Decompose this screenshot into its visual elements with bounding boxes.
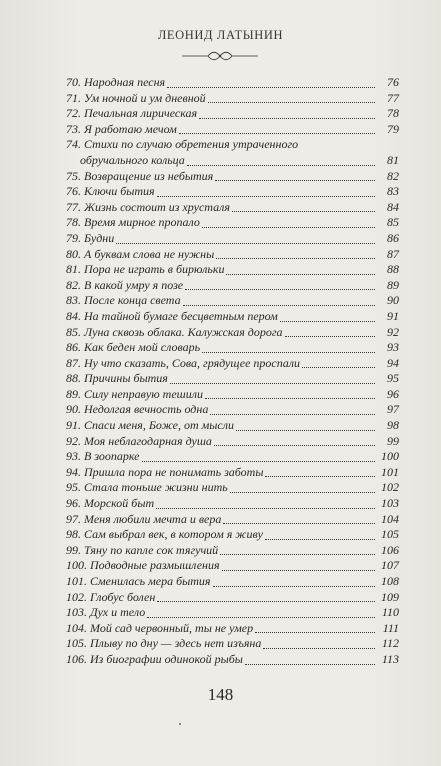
toc-entry-page: 92 xyxy=(387,324,399,339)
dot-leader xyxy=(183,305,375,306)
toc-entry-page: 111 xyxy=(382,620,399,635)
toc-entry xyxy=(66,574,399,590)
toc-entry-page: 95 xyxy=(387,371,399,386)
dot-leader xyxy=(202,227,375,228)
dot-leader xyxy=(185,289,375,290)
dot-leader xyxy=(213,586,376,587)
table-of-contents xyxy=(66,75,399,668)
toc-entry-page: 106 xyxy=(381,542,399,557)
toc-entry xyxy=(66,621,399,637)
toc-entry xyxy=(66,247,399,263)
toc-entry xyxy=(66,527,399,543)
dot-leader xyxy=(222,570,375,571)
dot-leader xyxy=(214,445,375,446)
toc-entry xyxy=(66,590,399,606)
toc-entry-title: 78. Время мирное пропало xyxy=(66,215,200,230)
toc-entry xyxy=(66,106,399,122)
toc-entry-page: 113 xyxy=(381,651,399,666)
toc-entry xyxy=(66,278,399,294)
dot-leader xyxy=(167,87,375,88)
dot-leader xyxy=(179,133,375,134)
toc-entry-page: 105 xyxy=(381,527,399,542)
dot-leader xyxy=(116,243,375,244)
dot-leader xyxy=(142,461,376,462)
toc-entry-page: 84 xyxy=(387,199,399,214)
toc-entry-title: 95. Стала тоньше жизни нить xyxy=(66,480,228,495)
toc-entry-page: 100 xyxy=(381,449,399,464)
toc-entry xyxy=(66,231,399,247)
toc-entry-title: 97. Меня любили мечта и вера xyxy=(66,511,222,526)
dot-leader xyxy=(223,523,375,524)
dot-leader xyxy=(255,632,375,633)
toc-entry-page: 82 xyxy=(387,168,399,183)
toc-entry-title: 86. Как беден мой словарь xyxy=(66,340,201,355)
toc-entry xyxy=(66,636,399,652)
toc-entry xyxy=(66,91,399,107)
toc-entry-title: 92. Моя неблагодарная душа xyxy=(66,433,212,448)
dot-leader xyxy=(245,664,375,665)
dot-leader xyxy=(199,118,375,119)
toc-entry xyxy=(66,75,399,91)
toc-entry xyxy=(66,325,399,341)
dot-leader xyxy=(232,211,375,212)
toc-entry-page: 104 xyxy=(381,511,399,526)
toc-entry xyxy=(66,558,399,574)
toc-entry-page: 79 xyxy=(387,121,399,136)
toc-entry xyxy=(66,652,399,668)
toc-entry xyxy=(66,371,399,387)
toc-entry-page: 88 xyxy=(387,262,399,277)
dot-leader xyxy=(205,398,375,399)
toc-entry-title: 90. Недолгая вечность одна xyxy=(66,402,209,417)
toc-entry-page: 77 xyxy=(387,90,399,105)
toc-entry xyxy=(66,215,399,231)
toc-entry xyxy=(66,543,399,559)
dot-leader xyxy=(265,476,375,477)
toc-entry-title: 103. Дух и тело xyxy=(66,605,146,620)
dot-leader xyxy=(157,601,375,602)
dot-leader xyxy=(236,430,375,431)
dot-leader xyxy=(157,196,375,197)
toc-entry-page: 78 xyxy=(387,106,399,121)
toc-entry xyxy=(66,434,399,450)
toc-entry-page: 90 xyxy=(387,293,399,308)
dot-leader xyxy=(147,617,375,618)
toc-entry-title: 81. Пора не играть в бирюльки xyxy=(66,262,225,277)
toc-entry xyxy=(66,449,399,465)
toc-entry-title: 87. Ну что сказать, Сова, грядущее проспали xyxy=(66,355,300,370)
toc-entry-title: 71. Ум ночной и ум дневной xyxy=(66,90,206,105)
toc-entry-page: 86 xyxy=(387,230,399,245)
toc-entry-title: 98. Сам выбрал век, в котором я живу xyxy=(66,527,264,542)
toc-entry xyxy=(66,605,399,621)
toc-entry-page: 87 xyxy=(387,246,399,261)
dot-leader xyxy=(263,648,375,649)
toc-entry-title: 91. Спаси меня, Боже, от мысли xyxy=(66,418,234,433)
toc-entry xyxy=(66,496,399,512)
toc-entry xyxy=(66,340,399,356)
toc-entry-page: 76 xyxy=(387,75,399,89)
dot-leader xyxy=(226,274,375,275)
toc-entry-title: 88. Причины бытия xyxy=(66,371,168,386)
dot-leader xyxy=(285,336,375,337)
page-number: 148 xyxy=(207,685,234,704)
toc-entry-title: 82. В какой умру я позе xyxy=(66,277,184,292)
toc-entry-title: 105. Плыву по дну — здесь нет изъяна xyxy=(66,636,262,651)
toc-entry-title: 80. А буквам слова не нужны xyxy=(66,246,215,261)
toc-entry-title: 73. Я работаю мечом xyxy=(66,121,177,136)
toc-entry xyxy=(66,137,399,153)
dot-leader xyxy=(210,414,375,415)
toc-entry xyxy=(66,480,399,496)
toc-entry-title: 96. Морской быт xyxy=(66,496,155,511)
toc-entry-page: 96 xyxy=(387,386,399,401)
toc-entry-page: 94 xyxy=(387,355,399,370)
toc-entry-title: 89. Силу неправую тешили xyxy=(66,386,203,401)
toc-entry-page: 110 xyxy=(381,605,399,620)
toc-entry-page: 108 xyxy=(381,574,399,588)
toc-entry-page: 101 xyxy=(381,464,399,479)
toc-entry-page: 91 xyxy=(387,308,399,323)
toc-entry xyxy=(66,418,399,434)
toc-entry-title: 99. Тяну по капле сок тягучий xyxy=(66,542,219,557)
toc-entry-title: 72. Печальная лирическая xyxy=(66,106,198,121)
toc-entry-title: 75. Возвращение из небытия xyxy=(66,168,214,183)
dot-leader xyxy=(220,554,375,555)
toc-entry xyxy=(66,122,399,138)
toc-entry xyxy=(66,169,399,185)
toc-entry xyxy=(66,465,399,481)
toc-entry-title-line2: обручального кольца xyxy=(80,152,185,167)
toc-entry-title: 85. Луна сквозь облака. Калужская дорога xyxy=(66,324,283,339)
dot-leader xyxy=(187,165,375,166)
dot-leader xyxy=(170,383,375,384)
dot-leader xyxy=(215,180,375,181)
toc-entry-page: 103 xyxy=(381,496,399,511)
dot-leader xyxy=(265,539,375,540)
toc-entry-title: 101. Сменилась мера бытия xyxy=(66,574,211,588)
toc-entry-title: 84. На тайной бумаге бесцветным пером xyxy=(66,308,278,323)
toc-entry-page: 97 xyxy=(387,402,399,417)
toc-entry-title: 70. Народная песня xyxy=(66,75,166,89)
toc-entry xyxy=(66,512,399,528)
toc-entry-continuation xyxy=(66,153,399,169)
ornament-divider-icon xyxy=(180,50,260,62)
toc-entry xyxy=(66,356,399,372)
toc-entry-title: 102. Глобус болен xyxy=(66,589,156,604)
toc-entry xyxy=(66,200,399,216)
dot-leader xyxy=(216,258,375,259)
toc-entry-title: 77. Жизнь состоит из хрусталя xyxy=(66,199,230,214)
paper-speck xyxy=(179,723,181,725)
toc-entry-page: 107 xyxy=(381,558,399,573)
dot-leader xyxy=(202,352,375,353)
toc-entry xyxy=(66,309,399,325)
toc-entry-page: 89 xyxy=(387,277,399,292)
toc-entry-page: 112 xyxy=(381,636,399,651)
dot-leader xyxy=(280,321,375,322)
toc-entry xyxy=(66,402,399,418)
toc-entry-title: 83. После конца света xyxy=(66,293,181,308)
toc-entry-page: 99 xyxy=(387,433,399,448)
toc-entry-page: 83 xyxy=(387,184,399,199)
toc-entry-title: 79. Будни xyxy=(66,230,115,245)
toc-entry-title: 106. Из биографии одинокой рыбы xyxy=(66,651,243,666)
toc-entry xyxy=(66,387,399,403)
toc-entry-page: 98 xyxy=(387,418,399,433)
toc-entry xyxy=(66,184,399,200)
dot-leader xyxy=(156,508,375,509)
toc-entry-page: 93 xyxy=(387,340,399,355)
toc-entry-title: 76. Ключи бытия xyxy=(66,184,155,199)
toc-entry-page: 102 xyxy=(381,480,399,495)
toc-entry-title: 104. Мой сад червонный, ты не умер xyxy=(66,620,254,635)
toc-entry xyxy=(66,262,399,278)
running-header: ЛЕОНИД ЛАТЫНИН xyxy=(157,28,284,42)
toc-entry-page: 109 xyxy=(381,589,399,604)
toc-entry xyxy=(66,293,399,309)
toc-entry-title: 100. Подводные размышления xyxy=(66,558,220,573)
toc-entry-title: 94. Пришла пора не понимать заботы xyxy=(66,464,264,479)
dot-leader xyxy=(302,367,375,368)
toc-entry-page: 85 xyxy=(387,215,399,230)
dot-leader xyxy=(230,492,375,493)
toc-entry-title: 93. В зоопарке xyxy=(66,449,140,464)
dot-leader xyxy=(208,102,375,103)
toc-entry-page: 81 xyxy=(387,152,399,167)
toc-entry-title: 74. Стихи по случаю обретения утраченного xyxy=(66,137,299,152)
